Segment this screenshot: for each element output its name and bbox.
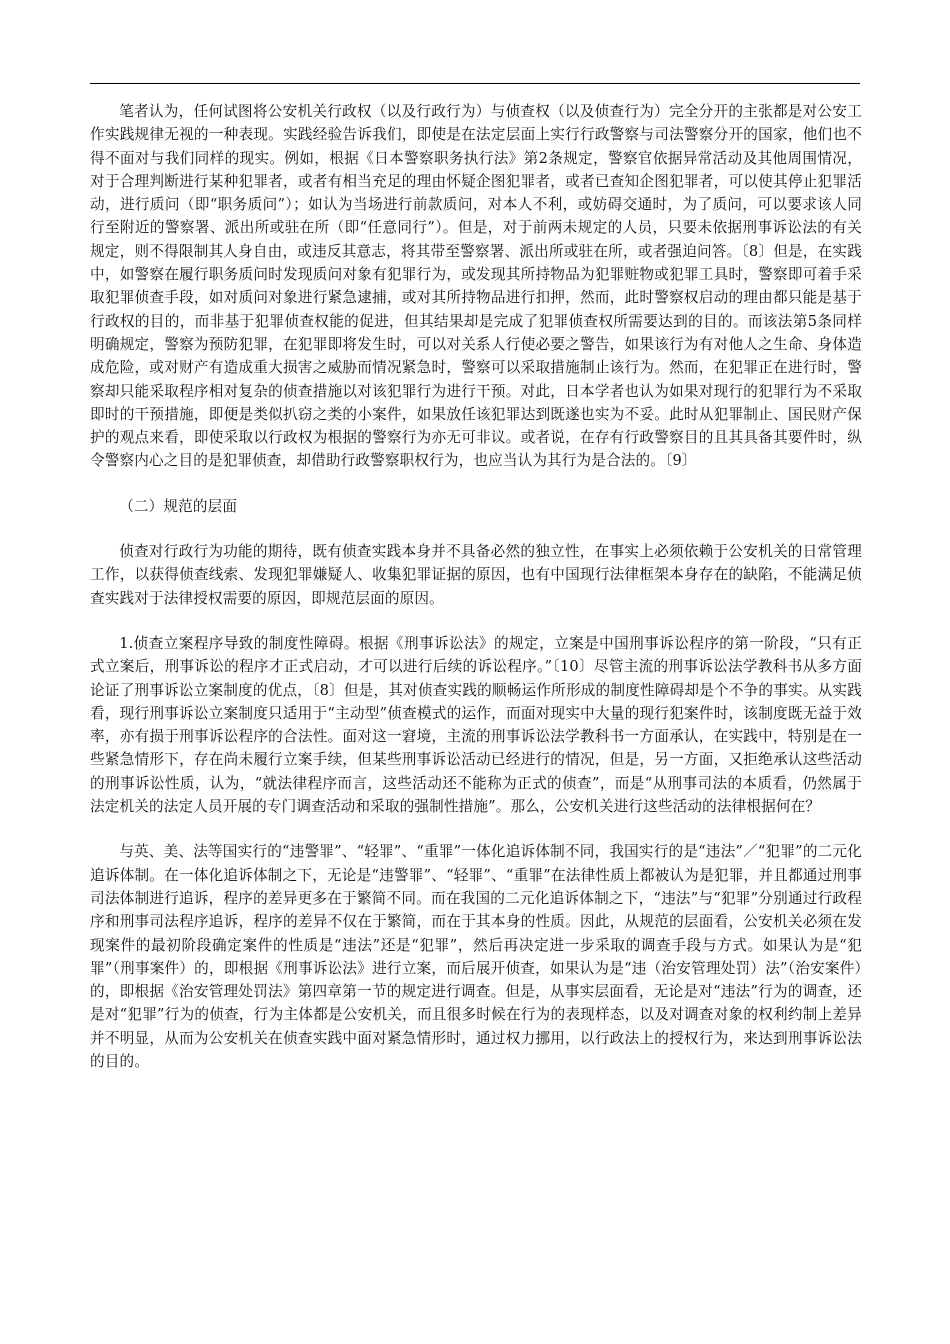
paragraph-dual-system: 与英、美、法等国实行的“违警罪”、“轻罪”、“重罪”一体化追诉体制不同，我国实行的是“违法”／“犯罪”的二元化追诉体制。在一体化追诉体制之下，无论是“违警罪”、“轻罪”、“重罪”在法律性质上都被认为是犯罪，并且都通过刑事司法体制进行追诉，程序的差异更多在于繁简不同。而在我国的二元化追诉体制之下，“违法”与“犯罪”分别通过行政程序和刑事司法程序追诉，程序的差异不仅在于繁简，而在于其本身的性质。因此，从规范的层面看，公安机关必须在发现案件的最初阶段确定案件的性质是“违法”还是“犯罪”，然后再决定进一步采取的调查手段与方式。如果认为是“犯罪”（刑事案件）的，即根据《刑事诉讼法》进行立案，而后展开侦查，如果认为是“违（治安管理处罚）法”（治安案件）的，即根据《治安管理处罚法》第四章第一节的规定进行调查。但是，从事实层面看，无论是对“违法”行为的调查，还是对“犯罪”行为的侦查，行为主体都是公安机关，而且很多时候在行为的表现样态，以及对调查对象的权利约制上差异并不明显，从而为公安机关在侦查实践中面对紧急情形时，通过权力挪用，以行政法上的授权行为，来达到刑事诉讼法的目的。 [90, 843, 862, 1070]
paragraph-police-powers: 笔者认为，任何试图将公安机关行政权（以及行政行为）与侦查权（以及侦查行为）完全分开的主张都是对公安工作实践规律无视的一种表现。实践经验告诉我们，即使是在法定层面上实行行政警察与司法警察分开的国家，他们也不得不面对与我们同样的现实。例如，根据《日本警察职务执行法》第2条规定，警察官依据异常活动及其他周围情况，对于合理判断进行某种犯罪者，或者有相当充足的理由怀疑企图犯罪者，或者已查知企图犯罪者，可以使其停止犯罪活动，进行质问（即“职务质问”）；如认为当场进行前款质问，对本人不利，或妨碍交通时，为了质问，可以要求该人同行至附近的警察署、派出所或驻在所（即“任意同行”）。但是，对于前两未规定的人员，只要未依据刑事诉讼法的有关规定，则不得限制其人身自由，或违反其意志，将其带至警察署、派出所或驻在所，或者强迫问答。〔8〕但是，在实践中，如警察在履行职务质问时发现质问对象有犯罪行为，或发现其所持物品为犯罪赃物或犯罪工具时，警察即可着手采取犯罪侦查手段，如对质问对象进行紧急逮捕，或对其所持物品进行扣押，然而，此时警察权启动的理由都只能是基于行政权的目的，而非基于犯罪侦查权能的促进，但其结果却是完成了犯罪侦查权所需要达到的目的。而该法第5条同样明确规定，警察为预防犯罪，在犯罪即将发生时，可以对关系人行使必要之警告，如果该行为有对他人之生命、身体造成危险，或对财产有造成重大损害之威胁而情况紧急时，警察可以采取措施制止该行为。然而，在犯罪正在进行时，警察却只能采取程序相对复杂的侦查措施以对该犯罪行为进行干预。对此，日本学者也认为如果对现行的犯罪行为不采取即时的干预措施，即便是类似扒窃之类的小案件，如果放任该犯罪达到既遂也实为不妥。此时从犯罪制止、国民财产保护的观点来看，即使采取以行政权为根据的警察行为亦无可非议。或者说，在存有行政警察目的且其具备其要件时，纵令警察内心之目的是犯罪侦查，却借助行政警察职权行为，也应当认为其行为是合法的。〔9〕 [90, 103, 862, 470]
paragraph-gap [90, 610, 862, 632]
paragraph-expectation: 侦查对行政行为功能的期待，既有侦查实践本身并不具备必然的独立性，在事实上必须依赖于公安机关的日常管理工作，以获得侦查线索、发现犯罪嫌疑人、收集犯罪证据的原因，也有中国现行法律框架本身存在的缺陷，不能满足侦查实践对于法律授权需要的原因，即规范层面的原因。 [90, 543, 862, 607]
paragraph-gap [90, 518, 862, 540]
paragraph-filing-procedure: 1.侦查立案程序导致的制度性障碍。根据《刑事诉讼法》的规定，立案是中国刑事诉讼程序的第一阶段，“只有正式立案后，刑事诉讼的程序才正式启动，才可以进行后续的诉讼程序。”〔10〕尽管主流的刑事诉讼法学教科书从多方面论证了刑事诉讼立案制度的优点，〔8〕但是，其对侦查实践的顺畅运作所形成的制度性障碍却是个不争的事实。从实践看，现行刑事诉讼立案制度只适用于“主动型”侦查模式的运作，而面对现实中大量的现行犯案件时，该制度既无益于效率，亦有损于刑事诉讼程序的合法性。面对这一窘境，主流的刑事诉讼法学教科书一方面承认，在实践中，特别是在一些紧急情形下，存在尚未履行立案手续，但某些刑事诉讼活动已经进行的情况，但是，另一方面，又拒绝承认这些活动的刑事诉讼性质，认为，“就法律程序而言，这些活动还不能称为正式的侦查”，而是“从刑事司法的本质看，仍然属于法定机关的法定人员开展的专门调查活动和采取的强制性措施”。那么，公安机关进行这些活动的法律根据何在？ [90, 634, 862, 816]
document-body [90, 100, 862, 1073]
header-rule [90, 83, 860, 84]
paragraph-gap [90, 473, 862, 495]
section-heading-normative: （二）规范的层面 [119, 497, 238, 515]
paragraph-gap [90, 818, 862, 840]
